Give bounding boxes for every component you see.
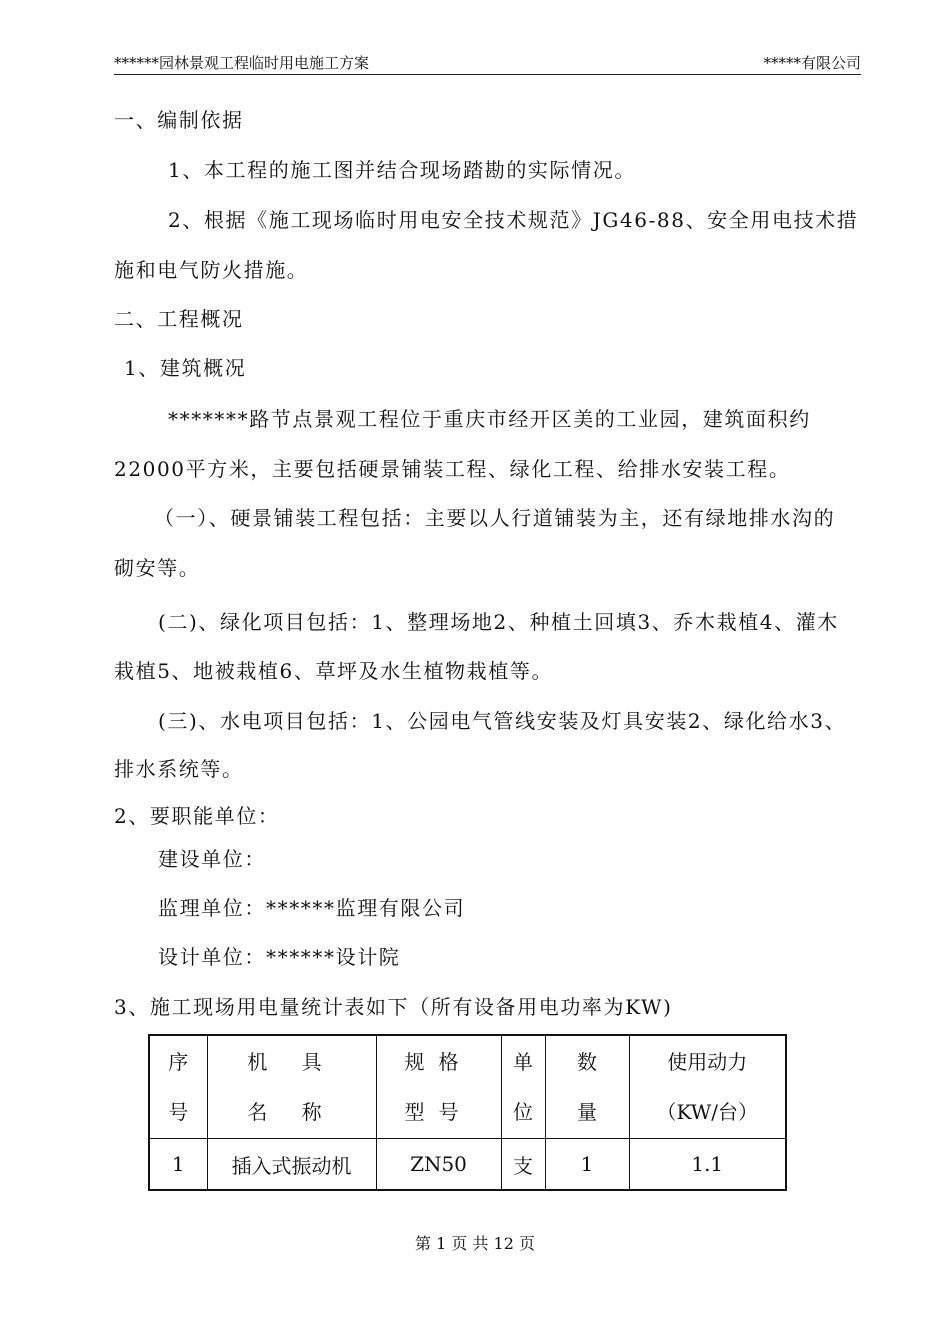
header-company-name: *****有限公司 — [763, 54, 861, 72]
power-usage-table — [148, 1034, 787, 1191]
header-cell-unit-line-1: 单 — [513, 1050, 533, 1074]
header-cell-quantity — [545, 1035, 629, 1139]
table-row — [149, 1139, 786, 1191]
header-cell-index-line-1: 序 — [168, 1050, 189, 1074]
header-cell-model — [376, 1035, 501, 1139]
page-footer — [0, 1234, 950, 1254]
header-cell-equipment-name-line-2: 名 称 — [247, 1100, 336, 1124]
utilities-paragraph-line-1: (三)、水电项目包括：1、公园电气管线安装及灯具安装2、绿化给水3、 — [158, 709, 847, 733]
header-cell-power-line-2: （KW/台） — [656, 1100, 759, 1124]
section-1-item-2-line-1: 2、根据《施工现场临时用电安全技术规范》JG46-88、安全用电技术措 — [168, 208, 859, 232]
cell-index: 1 — [149, 1139, 207, 1191]
header-cell-index — [149, 1035, 207, 1139]
section-2-heading: 二、工程概况 — [114, 307, 244, 331]
overview-paragraph-line-2: 22000平方米，主要包括硬景铺装工程、绿化工程、给排水安装工程。 — [114, 457, 791, 481]
header-cell-equipment-name — [207, 1035, 376, 1139]
header-cell-unit — [501, 1035, 545, 1139]
section-1-item-1: 1、本工程的施工图并结合现场踏勘的实际情况。 — [168, 158, 636, 182]
header-cell-equipment-name-line-1: 机 具 — [247, 1050, 336, 1074]
table-header-row — [149, 1035, 786, 1139]
cell-power: 1.1 — [629, 1139, 786, 1191]
header-cell-unit-line-2: 位 — [513, 1100, 533, 1124]
construction-unit: 建设单位： — [158, 847, 266, 871]
page-number: 第 1 页 共 12 页 — [415, 1234, 535, 1253]
header-cell-quantity-line-2: 量 — [577, 1100, 597, 1124]
header-document-title: ******园林景观工程临时用电施工方案 — [114, 54, 370, 72]
page-header — [114, 52, 861, 75]
header-cell-power — [629, 1035, 786, 1139]
greening-paragraph-line-2: 栽植5、地被栽植6、草坪及水生植物栽植等。 — [114, 659, 554, 683]
hardscape-paragraph-line-1: （一）、硬景铺装工程包括：主要以人行道铺装为主，还有绿地排水沟的 — [154, 506, 836, 530]
header-cell-model-line-1: 规格 — [404, 1050, 473, 1074]
subsection-responsible-units: 2、要职能单位： — [114, 804, 280, 828]
header-cell-quantity-line-1: 数 — [577, 1050, 597, 1074]
overview-paragraph-line-1: *******路节点景观工程位于重庆市经开区美的工业园，建筑面积约 — [168, 407, 811, 431]
subsection-power-table-caption: 3、施工现场用电量统计表如下（所有设备用电功率为KW) — [114, 995, 673, 1019]
cell-model: ZN50 — [376, 1139, 501, 1191]
header-cell-model-line-2: 型号 — [404, 1100, 473, 1124]
supervision-unit: 监理单位：******监理有限公司 — [158, 896, 466, 920]
cell-quantity: 1 — [545, 1139, 629, 1191]
greening-paragraph-line-1: (二)、绿化项目包括：1、整理场地2、种植土回填3、乔木栽植4、灌木 — [158, 610, 839, 634]
utilities-paragraph-line-2: 排水系统等。 — [114, 757, 244, 781]
hardscape-paragraph-line-2: 砌安等。 — [114, 556, 201, 580]
header-cell-index-line-2: 号 — [168, 1100, 189, 1124]
section-1-heading: 一、编制依据 — [114, 108, 244, 132]
header-cell-power-line-1: 使用动力 — [667, 1050, 748, 1074]
cell-unit: 支 — [501, 1139, 545, 1191]
design-unit: 设计单位：******设计院 — [158, 945, 401, 969]
cell-equipment-name: 插入式振动机 — [207, 1139, 376, 1191]
section-1-item-2-line-2: 施和电气防火措施。 — [114, 258, 309, 282]
subsection-building-overview: 1、建筑概况 — [124, 356, 247, 380]
